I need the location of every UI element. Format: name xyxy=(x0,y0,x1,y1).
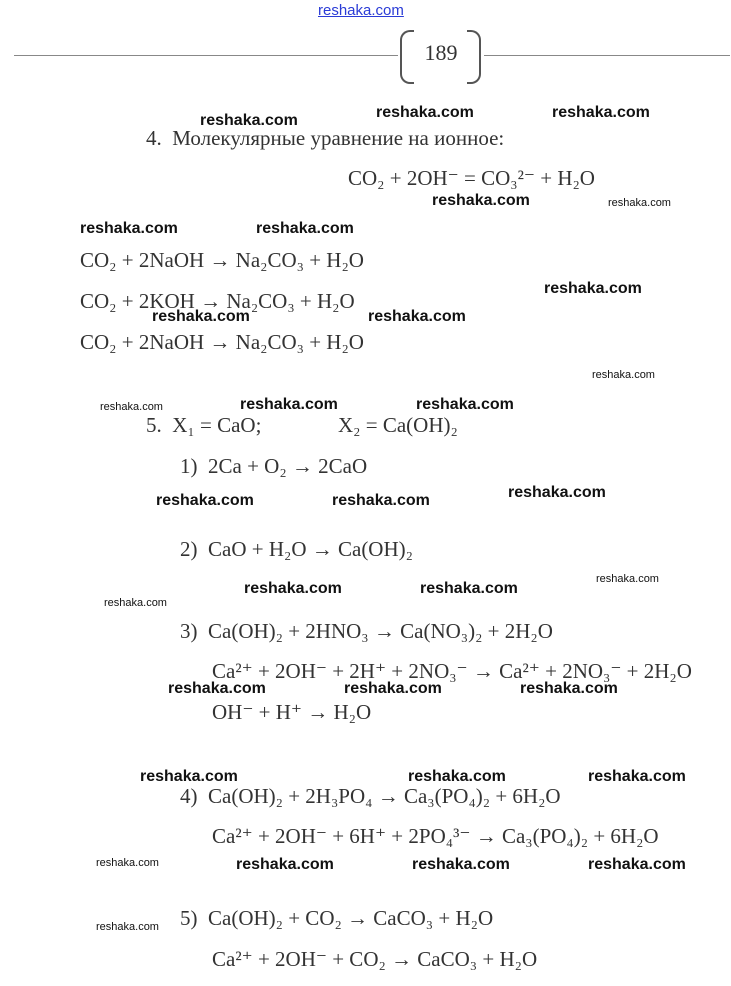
section-4-number: 4. xyxy=(146,126,162,150)
step-4-number: 4) xyxy=(180,784,198,808)
step-5-number: 5) xyxy=(180,906,198,930)
step-3-number: 3) xyxy=(180,619,198,643)
watermark: reshaka.com xyxy=(200,112,298,129)
watermark: reshaka.com xyxy=(168,680,266,697)
section-5-number: 5. xyxy=(146,413,162,437)
section-5-x2: X₂ = Ca(OH)₂ xyxy=(338,413,458,437)
watermark: reshaka.com xyxy=(240,396,338,413)
step-4-equation: Ca(OH)₂ + 2H₃PO₄ → Ca₃(PO₄)₂ + 6H₂O xyxy=(208,784,561,808)
watermark: reshaka.com xyxy=(608,197,671,209)
step-4 xyxy=(180,784,561,809)
page-number: 189 xyxy=(424,40,458,65)
watermark: reshaka.com xyxy=(104,597,167,609)
watermark: reshaka.com xyxy=(520,680,618,697)
watermark: reshaka.com xyxy=(596,573,659,585)
watermark: reshaka.com xyxy=(588,856,686,873)
watermark: reshaka.com xyxy=(412,856,510,873)
watermark: reshaka.com xyxy=(432,192,530,209)
section-4-title: Молекулярные уравнение на ионное: xyxy=(172,126,505,150)
watermark: reshaka.com xyxy=(152,308,250,325)
watermark: reshaka.com xyxy=(80,220,178,237)
section-4-equation-1: CO₂ + 2NaOH → Na₂CO₃ + H₂O xyxy=(80,248,364,272)
watermark: reshaka.com xyxy=(140,768,238,785)
step-1-number: 1) xyxy=(180,454,198,478)
step-3-full-ionic: Ca²⁺ + 2OH⁻ + 2H⁺ + 2NO₃⁻ → Ca²⁺ + 2NO₃⁻ + 2H₂O xyxy=(212,659,692,683)
watermark: reshaka.com xyxy=(408,768,506,785)
watermark: reshaka.com xyxy=(416,396,514,413)
section-4-equation-2: CO₂ + 2KOH → Na₂CO₃ + H₂O xyxy=(80,289,355,313)
step-3-short-ionic: OH⁻ + H⁺ → H₂O xyxy=(212,700,372,724)
watermark: reshaka.com xyxy=(376,104,474,121)
watermark: reshaka.com xyxy=(344,680,442,697)
step-5-ionic: Ca²⁺ + 2OH⁻ + CO₂ → CaCO₃ + H₂O xyxy=(212,947,538,971)
step-2-equation: CaO + H₂O → Ca(OH)₂ xyxy=(208,537,413,561)
watermark: reshaka.com xyxy=(552,104,650,121)
step-1-equation: 2Ca + O₂ → 2CaO xyxy=(208,454,368,478)
section-5-heading xyxy=(146,413,261,438)
step-3-equation: Ca(OH)₂ + 2HNO₃ → Ca(NO₃)₂ + 2H₂O xyxy=(208,619,553,643)
step-5 xyxy=(180,906,493,931)
step-3 xyxy=(180,619,553,644)
watermark: reshaka.com xyxy=(508,484,606,501)
section-4-ionic-equation: CO₂ + 2OH⁻ = CO₃²⁻ + H₂O xyxy=(348,166,595,190)
watermark: reshaka.com xyxy=(256,220,354,237)
watermark: reshaka.com xyxy=(592,369,655,381)
step-4-ionic: Ca²⁺ + 2OH⁻ + 6H⁺ + 2PO₄³⁻ → Ca₃(PO₄)₂ + 6H₂O xyxy=(212,824,659,848)
watermark: reshaka.com xyxy=(332,492,430,509)
step-2-number: 2) xyxy=(180,537,198,561)
watermark: reshaka.com xyxy=(96,921,159,933)
watermark: reshaka.com xyxy=(544,280,642,297)
watermark: reshaka.com xyxy=(420,580,518,597)
step-1 xyxy=(180,454,367,479)
watermark: reshaka.com xyxy=(244,580,342,597)
header-rule-left xyxy=(14,55,398,56)
step-2 xyxy=(180,537,413,562)
watermark: reshaka.com xyxy=(100,401,163,413)
watermark: reshaka.com xyxy=(156,492,254,509)
section-4-equation-3: CO₂ + 2NaOH → Na₂CO₃ + H₂O xyxy=(80,330,364,354)
watermark: reshaka.com xyxy=(368,308,466,325)
site-link[interactable]: reshaka.com xyxy=(318,2,404,19)
header-rule-right xyxy=(484,55,730,56)
step-5-equation: Ca(OH)₂ + CO₂ → CaCO₃ + H₂O xyxy=(208,906,494,930)
section-5-x1: X₁ = CaO; xyxy=(172,413,262,437)
watermark: reshaka.com xyxy=(588,768,686,785)
watermark: reshaka.com xyxy=(236,856,334,873)
watermark: reshaka.com xyxy=(96,857,159,869)
